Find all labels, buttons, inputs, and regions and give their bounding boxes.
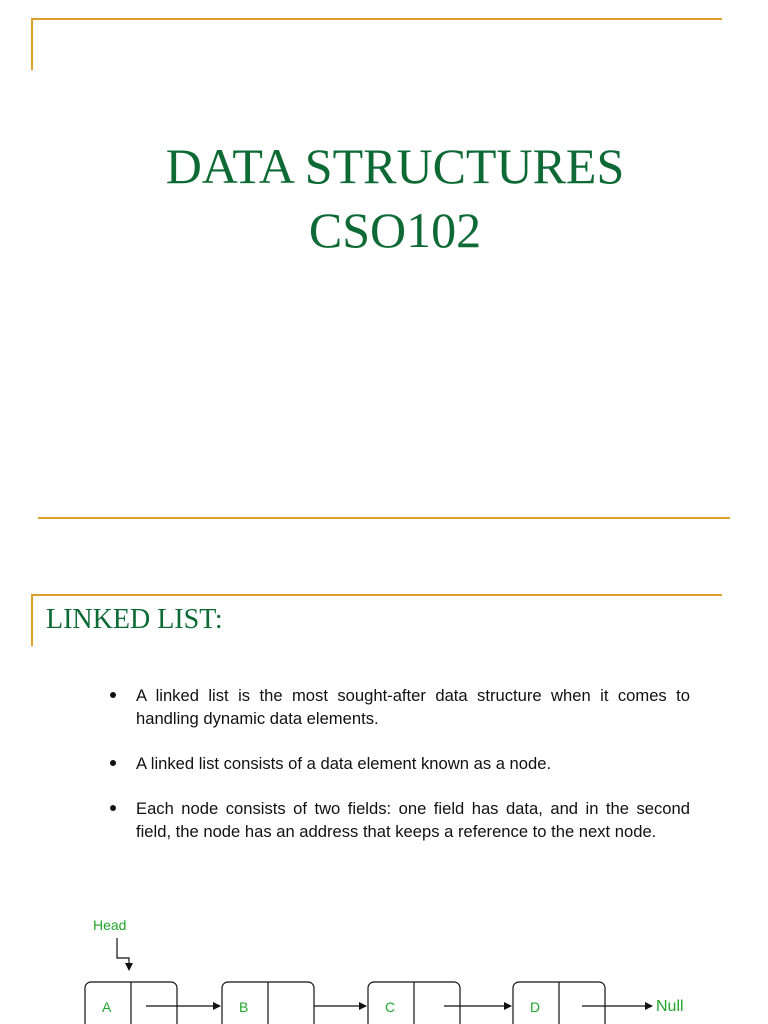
slide2-top-rule	[32, 594, 722, 596]
slide1-top-rule	[32, 18, 722, 20]
node-label: C	[385, 999, 396, 1015]
head-label: Head	[93, 917, 127, 933]
bullet-item: A linked list is the most sought-after data structure when it comes to handling dynamic data elements.	[106, 684, 690, 730]
slide1-left-rule	[31, 18, 33, 70]
head-pointer-arrow	[117, 938, 129, 970]
node-label: B	[239, 999, 249, 1015]
node-label: A	[102, 999, 112, 1015]
slide1-bottom-rule	[38, 517, 730, 519]
bullet-list	[106, 684, 690, 865]
slide1-title-line1: DATA STRUCTURES	[165, 138, 625, 194]
bullet-item: A linked list consists of a data element known as a node.	[106, 752, 690, 775]
node-label: D	[530, 999, 541, 1015]
bullet-item: Each node consists of two fields: one field has data, and in the second field, the node has an address that keeps a reference to the next node.	[106, 797, 690, 843]
list-node-a	[85, 982, 177, 1024]
slide2-left-rule	[31, 594, 33, 646]
slide1-title-line2: CSO102	[308, 202, 482, 258]
list-node-c	[368, 982, 460, 1024]
list-node-b	[222, 982, 314, 1024]
list-node-d	[513, 982, 605, 1024]
linked-list-diagram	[0, 900, 768, 1024]
slide2-title: LINKED LIST:	[46, 604, 223, 635]
null-label: Null	[656, 998, 684, 1015]
